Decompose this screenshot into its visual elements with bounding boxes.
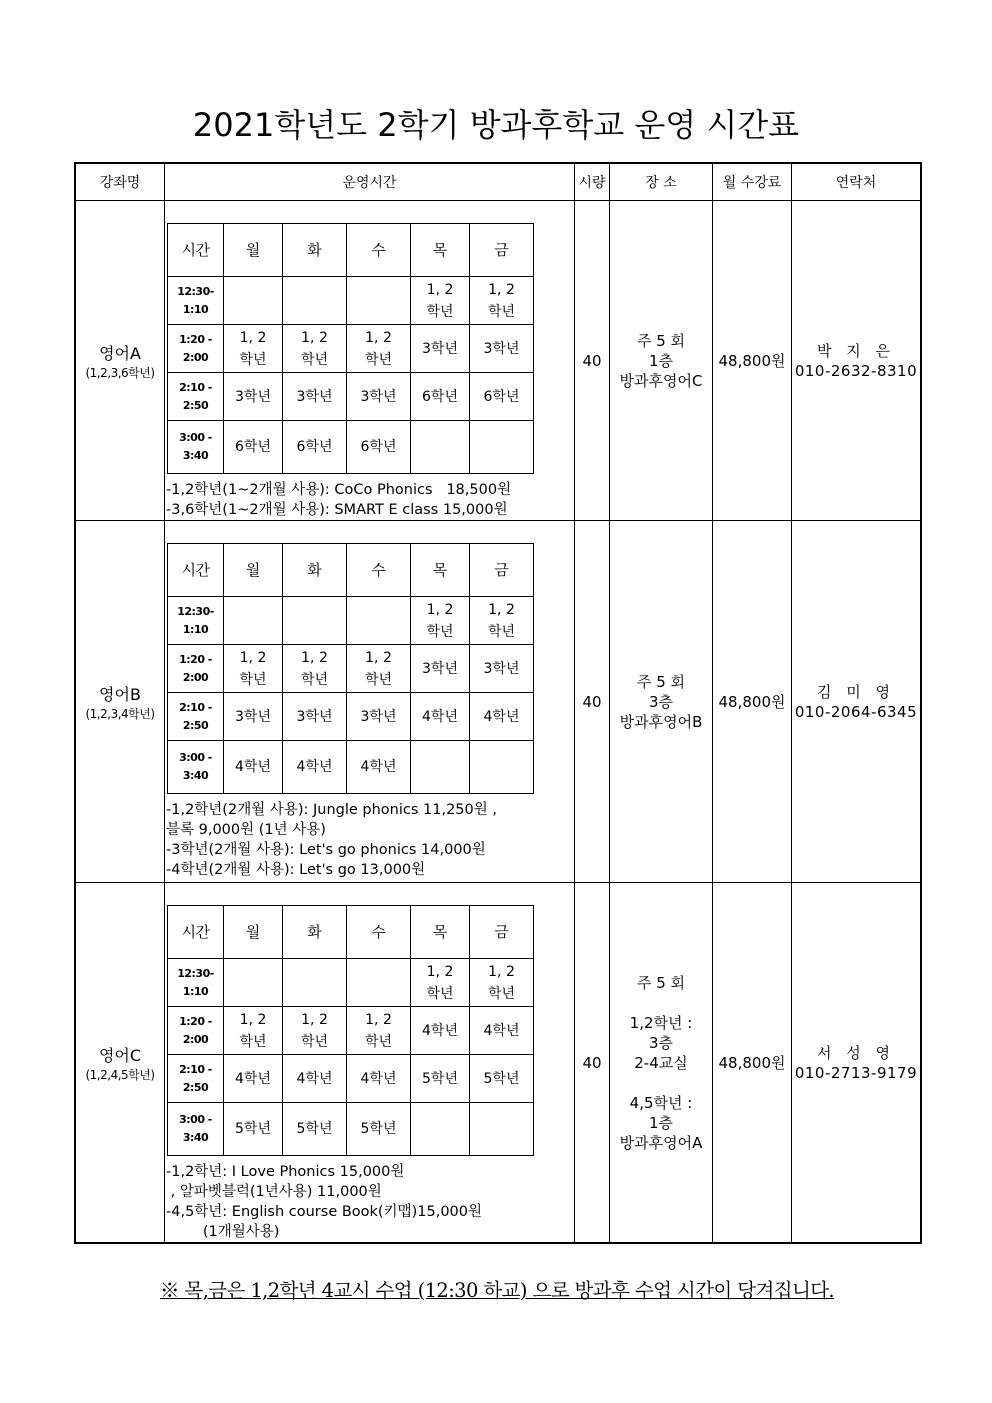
phone-number: 010-2713-9179 <box>794 1063 918 1082</box>
location-line: 1,2학년 : <box>629 1013 693 1032</box>
schedule-header-cell: 수 <box>347 544 411 597</box>
schedule-slot <box>347 1055 411 1103</box>
schedule-slot <box>470 1103 534 1156</box>
header-course: 강좌명 <box>99 175 141 191</box>
weekly-schedule <box>167 223 534 474</box>
slot-grade: 학년 <box>239 671 267 688</box>
course-grades: (1,2,4,5학년) <box>85 1067 155 1082</box>
schedule-slot <box>470 325 534 373</box>
slot-grade: 4학년 <box>483 708 520 725</box>
slot-grade: 학년 <box>364 671 393 688</box>
course-name: 영어A <box>99 343 141 363</box>
textbook-note: -1,2학년(2개월 사용): Jungle phonics 11,250원 , <box>166 802 497 818</box>
header-contact: 연락처 <box>791 164 920 200</box>
schedule-row <box>168 741 534 794</box>
schedule-slot <box>224 693 283 741</box>
slot-grade: 1, 2 <box>488 601 515 618</box>
slot-grade: 1, 2 <box>301 329 328 346</box>
time-slot-line: 3:40 <box>182 1131 209 1144</box>
textbook-note: -3,6학년(1~2개월 사용): SMART E class 15,000원 <box>166 502 508 518</box>
schedule-slot <box>347 325 411 373</box>
schedule-slot <box>470 1007 534 1055</box>
location-line: 1층 <box>648 1113 674 1132</box>
schedule-cell <box>164 201 574 520</box>
course-row <box>76 200 920 520</box>
slot-grade: 1, 2 <box>239 329 267 346</box>
slot-grade: 4학년 <box>360 759 397 775</box>
time-slot-line: 1:10 <box>182 302 209 316</box>
time-slot-line: 2:10 - <box>179 380 212 394</box>
schedule-slot <box>224 277 283 325</box>
weekly-schedule <box>167 543 534 794</box>
slot-grade: 4학년 <box>422 1022 458 1039</box>
schedule-slot <box>411 1007 470 1055</box>
schedule-slot <box>224 597 283 645</box>
course-grades: (1,2,3,4학년) <box>85 706 155 721</box>
minutes-cell <box>574 521 609 882</box>
schedule-header-cell: 목 <box>411 544 470 597</box>
teacher-name: 박 지 은 <box>816 341 895 360</box>
weekly-schedule <box>167 905 534 1156</box>
time-slot-line: 2:50 <box>182 718 209 732</box>
schedule-row <box>168 1055 534 1103</box>
slot-grade: 1, 2 <box>301 1011 328 1028</box>
schedule-header-cell: 수 <box>347 224 411 277</box>
textbook-notes <box>166 480 511 520</box>
schedule-header-cell: 월 <box>224 906 283 959</box>
schedule-row <box>168 421 534 474</box>
time-slot <box>168 1007 224 1055</box>
course-name-cell <box>76 521 164 882</box>
course-name: 영어C <box>98 1045 142 1065</box>
time-slot-line: 3:40 <box>182 769 209 782</box>
slot-grade: 1, 2 <box>239 649 267 666</box>
course-name-cell <box>76 883 164 1242</box>
location-line: 4,5학년 : <box>629 1093 693 1112</box>
schedule-slot <box>224 645 283 693</box>
schedule-header-cell: 금 <box>470 224 534 277</box>
schedule-slot <box>224 325 283 373</box>
time-slot <box>168 325 224 373</box>
schedule-header-cell: 화 <box>283 544 347 597</box>
slot-grade: 학년 <box>487 303 516 320</box>
footer-note: ※ 목,금은 1,2학년 4교시 수업 (12:30 하교) 으로 방과후 수업 시간이 당겨집니다. <box>159 1279 835 1302</box>
time-slot <box>168 645 224 693</box>
schedule-row <box>168 277 534 325</box>
time-slot-line: 12:30- <box>177 604 214 618</box>
schedule-slot <box>283 645 347 693</box>
slot-grade: 3학년 <box>483 660 520 677</box>
fee-value: 48,800원 <box>718 352 786 370</box>
textbook-note: -4,5학년: English course Book(키맵)15,000원 <box>166 1204 483 1220</box>
teacher-name: 서 성 영 <box>816 1043 895 1062</box>
schedule-slot <box>470 597 534 645</box>
time-slot-line: 2:00 <box>182 670 209 684</box>
schedule-slot <box>411 959 470 1007</box>
schedule-slot <box>347 645 411 693</box>
time-slot-line: 12:30- <box>177 284 214 298</box>
schedule-slot <box>347 277 411 325</box>
table-header-row <box>76 164 920 200</box>
time-slot-line: 1:10 <box>182 622 209 636</box>
schedule-slot <box>224 959 283 1007</box>
slot-grade: 3학년 <box>422 660 458 677</box>
schedule-header-cell: 시간 <box>168 906 224 959</box>
schedule-slot <box>411 1055 470 1103</box>
time-slot-line: 2:10 - <box>179 700 212 714</box>
minutes-value: 40 <box>582 1053 602 1072</box>
fee-value: 48,800원 <box>718 693 786 711</box>
slot-grade: 3학년 <box>235 708 271 725</box>
header-time: 운영시간 <box>164 164 574 200</box>
schedule-slot <box>224 373 283 421</box>
slot-grade: 4학년 <box>483 1022 520 1039</box>
slot-grade: 3학년 <box>483 340 520 357</box>
slot-grade: 학년 <box>300 671 329 688</box>
time-slot-line: 3:00 - <box>179 1113 212 1126</box>
textbook-notes <box>166 800 497 880</box>
time-slot-line: 1:10 <box>182 984 209 998</box>
schedule-row <box>168 693 534 741</box>
schedule-slot <box>224 741 283 794</box>
schedule-header-row <box>168 224 534 277</box>
schedule-slot <box>283 1055 347 1103</box>
course-grades: (1,2,3,6학년) <box>85 365 155 380</box>
schedule-slot <box>411 421 470 474</box>
slot-grade: 1, 2 <box>488 963 515 980</box>
slot-grade: 학년 <box>239 351 267 368</box>
schedule-slot <box>224 421 283 474</box>
minutes-value: 40 <box>582 692 602 711</box>
textbook-notes <box>166 1162 482 1242</box>
time-slot-line: 1:20 - <box>179 332 212 346</box>
location-cell <box>609 883 712 1242</box>
schedule-slot <box>347 1103 411 1156</box>
slot-grade: 1, 2 <box>365 329 392 346</box>
schedule-header-cell: 화 <box>283 906 347 959</box>
location-line: 방과후영어C <box>619 371 703 390</box>
slot-grade: 3학년 <box>296 388 333 405</box>
slot-grade: 학년 <box>364 351 393 368</box>
textbook-note: , 알파벳블럭(1년사용) 11,000원 <box>166 1184 382 1200</box>
schedule-slot <box>411 693 470 741</box>
contact-cell <box>791 521 920 882</box>
time-slot-line: 3:40 <box>182 449 209 462</box>
schedule-slot <box>283 597 347 645</box>
schedule-slot <box>283 959 347 1007</box>
header-minutes: 시량 <box>574 164 609 200</box>
time-slot <box>168 373 224 421</box>
schedule-row <box>168 325 534 373</box>
slot-grade: 학년 <box>300 1033 329 1050</box>
slot-grade: 학년 <box>426 303 454 320</box>
phone-number: 010-2064-6345 <box>794 702 918 721</box>
schedule-slot <box>470 373 534 421</box>
schedule-slot <box>470 277 534 325</box>
schedule-slot <box>347 597 411 645</box>
schedule-row <box>168 597 534 645</box>
time-slot-line: 12:30- <box>177 966 214 980</box>
slot-grade: 4학년 <box>360 1070 397 1087</box>
slot-grade: 학년 <box>300 351 329 368</box>
schedule-header-cell: 수 <box>347 906 411 959</box>
schedule-header-row <box>168 906 534 959</box>
time-slot <box>168 1103 224 1156</box>
location-line: 방과후영어B <box>619 712 703 731</box>
location-line: 주 5 회 <box>636 672 686 691</box>
slot-grade: 학년 <box>364 1033 393 1050</box>
header-fee: 월 수강료 <box>712 164 791 200</box>
schedule-header-cell: 월 <box>224 544 283 597</box>
schedule-header-cell: 월 <box>224 224 283 277</box>
slot-grade: 1, 2 <box>426 281 454 298</box>
textbook-note: -1,2학년: I Love Phonics 15,000원 <box>166 1164 405 1180</box>
schedule-slot <box>224 1007 283 1055</box>
slot-grade: 5학년 <box>422 1070 458 1087</box>
slot-grade: 1, 2 <box>365 649 392 666</box>
schedule-slot <box>283 693 347 741</box>
time-slot <box>168 1055 224 1103</box>
schedule-slot <box>411 1103 470 1156</box>
location-cell <box>609 201 712 520</box>
time-slot-line: 1:20 - <box>179 652 212 666</box>
slot-grade: 6학년 <box>296 439 333 455</box>
slot-grade: 6학년 <box>422 388 458 405</box>
slot-grade: 학년 <box>426 623 454 640</box>
schedule-cell <box>164 883 574 1242</box>
schedule-header-cell: 목 <box>411 906 470 959</box>
slot-grade: 5학년 <box>360 1121 397 1137</box>
schedule-slot <box>347 373 411 421</box>
schedule-slot <box>283 325 347 373</box>
schedule-slot <box>470 645 534 693</box>
fee-cell <box>712 883 791 1242</box>
slot-grade: 1, 2 <box>365 1011 392 1028</box>
contact-cell <box>791 883 920 1242</box>
slot-grade: 1, 2 <box>426 963 454 980</box>
textbook-note: -3학년(2개월 사용): Let's go phonics 14,000원 <box>166 842 486 858</box>
textbook-note: (1개월사용) <box>166 1224 280 1240</box>
location-line: 3층 <box>648 1033 674 1052</box>
schedule-slot <box>470 693 534 741</box>
location-line: 1층 <box>648 351 674 370</box>
time-slot <box>168 277 224 325</box>
fee-cell <box>712 201 791 520</box>
location-line: 주 5 회 <box>636 973 686 992</box>
minutes-cell <box>574 201 609 520</box>
schedule-row <box>168 1103 534 1156</box>
schedule-slot <box>470 741 534 794</box>
textbook-note: -4학년(2개월 사용): Let's go 13,000원 <box>166 862 426 878</box>
schedule-slot <box>347 741 411 794</box>
slot-grade: 4학년 <box>296 759 333 775</box>
teacher-name: 김 미 영 <box>816 682 895 701</box>
minutes-value: 40 <box>582 351 602 370</box>
schedule-slot <box>283 421 347 474</box>
textbook-note: -1,2학년(1~2개월 사용): CoCo Phonics 18,500원 <box>166 482 512 498</box>
schedule-header-cell: 시간 <box>168 224 224 277</box>
slot-grade: 3학년 <box>360 388 397 405</box>
time-slot-line: 1:20 - <box>179 1014 212 1028</box>
slot-grade: 1, 2 <box>426 601 454 618</box>
schedule-row <box>168 959 534 1007</box>
schedule-slot <box>411 277 470 325</box>
textbook-note: 블록 9,000원 (1년 사용) <box>166 822 326 838</box>
schedule-header-cell: 금 <box>470 906 534 959</box>
contact-cell <box>791 201 920 520</box>
schedule-row <box>168 1007 534 1055</box>
header-location: 장 소 <box>609 164 712 200</box>
slot-grade: 학년 <box>239 1033 267 1050</box>
slot-grade: 1, 2 <box>488 281 515 298</box>
schedule-slot <box>347 421 411 474</box>
slot-grade: 학년 <box>487 623 516 640</box>
location-line: 방과후영어A <box>619 1133 703 1152</box>
slot-grade: 5학년 <box>235 1121 271 1137</box>
time-slot <box>168 959 224 1007</box>
schedule-slot <box>411 373 470 421</box>
schedule-slot <box>283 1103 347 1156</box>
slot-grade: 4학년 <box>422 708 458 725</box>
schedule-slot <box>283 373 347 421</box>
course-row <box>76 882 920 1242</box>
slot-grade: 학년 <box>487 985 516 1002</box>
schedule-slot <box>411 645 470 693</box>
time-slot-line: 2:50 <box>182 1080 209 1094</box>
slot-grade: 4학년 <box>235 1070 271 1087</box>
schedule-slot <box>283 277 347 325</box>
time-slot <box>168 693 224 741</box>
fee-value: 48,800원 <box>718 1054 786 1072</box>
course-row <box>76 520 920 882</box>
location-line: 주 5 회 <box>636 331 686 350</box>
slot-grade: 3학년 <box>296 708 333 725</box>
minutes-cell <box>574 883 609 1242</box>
fee-cell <box>712 521 791 882</box>
schedule-slot <box>283 741 347 794</box>
schedule-slot <box>347 1007 411 1055</box>
schedule-header-cell: 금 <box>470 544 534 597</box>
timetable <box>74 162 922 1244</box>
schedule-slot <box>347 693 411 741</box>
slot-grade: 3학년 <box>360 708 397 725</box>
time-slot <box>168 741 224 794</box>
course-name-cell <box>76 201 164 520</box>
schedule-slot <box>347 959 411 1007</box>
schedule-header-cell: 목 <box>411 224 470 277</box>
phone-number: 010-2632-8310 <box>794 361 918 380</box>
slot-grade: 3학년 <box>422 340 458 357</box>
slot-grade: 6학년 <box>483 388 520 405</box>
schedule-header-row <box>168 544 534 597</box>
location-line: 3층 <box>648 692 674 711</box>
schedule-slot <box>224 1103 283 1156</box>
time-slot-line: 2:00 <box>182 1032 209 1046</box>
schedule-header-cell: 화 <box>283 224 347 277</box>
time-slot-line: 3:00 - <box>179 431 212 444</box>
time-slot-line: 2:10 - <box>179 1062 212 1076</box>
schedule-slot <box>224 1055 283 1103</box>
schedule-cell <box>164 521 574 882</box>
schedule-row <box>168 645 534 693</box>
slot-grade: 5학년 <box>296 1121 333 1137</box>
time-slot <box>168 421 224 474</box>
slot-grade: 1, 2 <box>301 649 328 666</box>
slot-grade: 5학년 <box>483 1070 520 1087</box>
schedule-slot <box>470 421 534 474</box>
location-cell <box>609 521 712 882</box>
location-line: 2-4교실 <box>634 1053 688 1072</box>
schedule-slot <box>411 325 470 373</box>
schedule-row <box>168 373 534 421</box>
slot-grade: 6학년 <box>235 439 271 455</box>
time-slot-line: 2:00 <box>182 350 209 364</box>
schedule-header-cell: 시간 <box>168 544 224 597</box>
slot-grade: 3학년 <box>235 388 271 405</box>
slot-grade: 6학년 <box>360 439 397 455</box>
slot-grade: 4학년 <box>235 759 271 775</box>
time-slot-line: 3:00 - <box>179 751 212 764</box>
schedule-slot <box>283 1007 347 1055</box>
schedule-slot <box>411 741 470 794</box>
slot-grade: 학년 <box>426 985 454 1002</box>
page-title: 2021학년도 2학기 방과후학교 운영 시간표 <box>192 106 800 144</box>
course-name: 영어B <box>99 684 141 704</box>
time-slot <box>168 597 224 645</box>
slot-grade: 4학년 <box>296 1070 333 1087</box>
time-slot-line: 2:50 <box>182 398 209 412</box>
schedule-slot <box>411 597 470 645</box>
schedule-slot <box>470 959 534 1007</box>
schedule-slot <box>470 1055 534 1103</box>
slot-grade: 1, 2 <box>239 1011 267 1028</box>
